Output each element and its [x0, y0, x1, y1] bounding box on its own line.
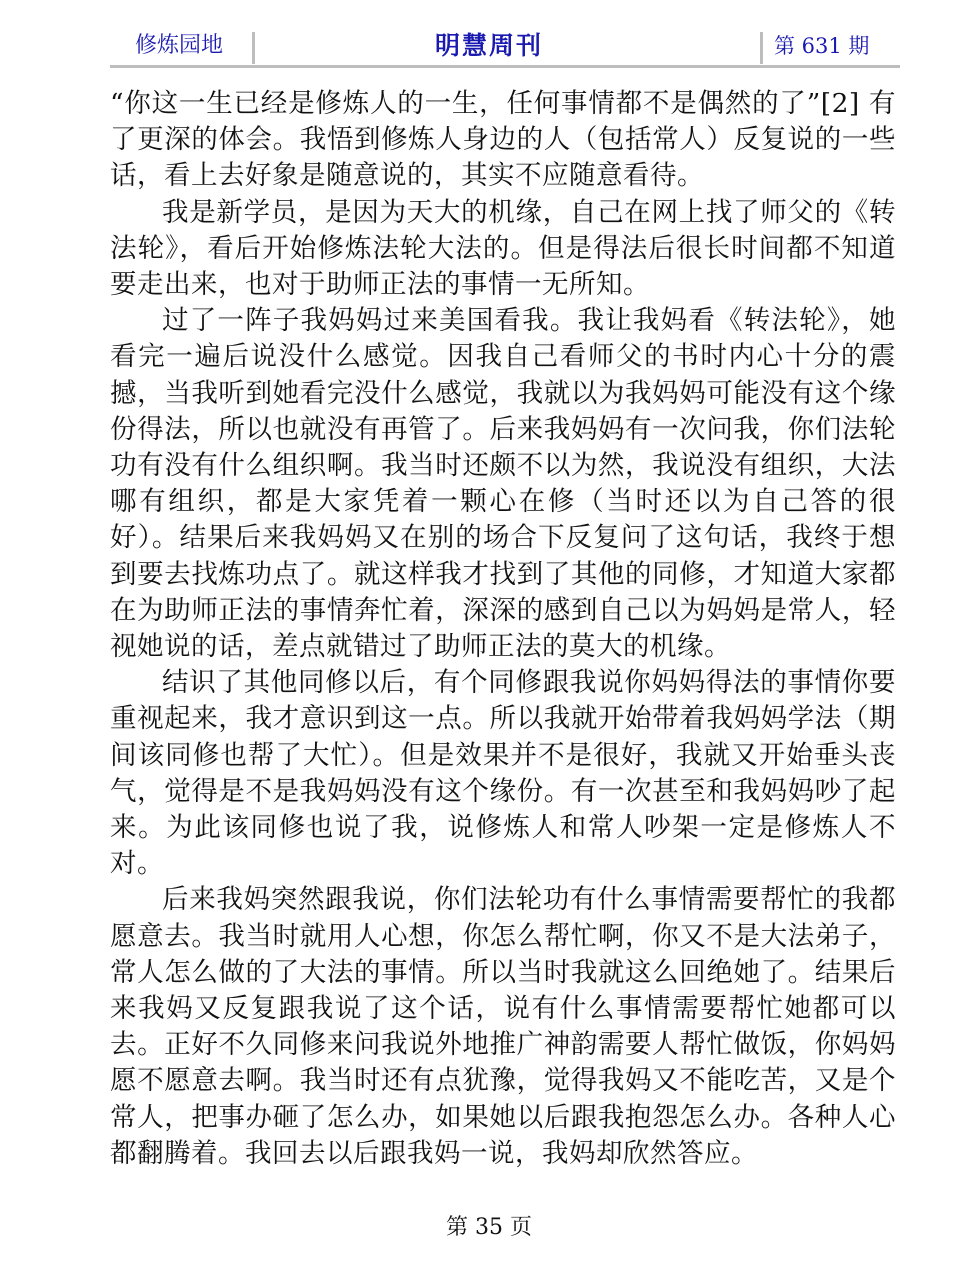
article-body — [110, 86, 896, 1172]
page-header — [110, 28, 900, 66]
paragraph: 后来我妈突然跟我说，你们法轮功有什么事情需要帮忙的我都愿意去。我当时就用人心想，你怎么帮忙啊，你又不是大法弟子，常人怎么做的了大法的事情。所以当时我就这么回绝她了。结果后来我妈又反复跟我说了这个话，说有什么事情需要帮忙她都可以去。正好不久同修来问我说外地推广神韵需要人帮忙做饭，你妈妈愿不愿意去啊。我当时还有点犹豫，觉得我妈又不能吃苦，又是个常人，把事办砸了怎么办，如果她以后跟我抱怨怎么办。各种人心都翻腾着。我回去以后跟我妈一说，我妈却欣然答应。 — [110, 884, 896, 1169]
publication-title: 明慧周刊 — [434, 31, 543, 60]
header-rule — [110, 65, 900, 68]
section-title: 修炼园地 — [134, 33, 223, 58]
header-divider — [252, 32, 255, 64]
paragraph: 我是新学员，是因为天大的机缘，自己在网上找了师父的《转法轮》，看后开始修炼法轮大法的。但是得法后很长时间都不知道要走出来，也对于助师正法的事情一无所知。 — [110, 196, 896, 301]
paragraph: 过了一阵子我妈妈过来美国看我。我让我妈看《转法轮》，她看完一遍后说没什么感觉。因我自己看师父的书时内心十分的震撼，当我听到她看完没什么感觉，我就以为我妈妈可能没有这个缘份得法，所以也就没有再管了。后来我妈妈有一次问我，你们法轮功有没有什么组织啊。我当时还颇不以为然，我说没有组织，大法哪有组织，都是大家凭着一颗心在修（当时还以为自己答的很好）。结果后来我妈妈又在别的场合下反复问了这句话，我终于想到要去找炼功点了。就这样我才找到了其他的同修，才知道大家都在为助师正法的事情奔忙着，深深的感到自己以为妈妈是常人，轻视她说的话，差点就错过了助师正法的莫大的机缘。 — [110, 305, 896, 663]
paragraph: 结识了其他同修以后，有个同修跟我说你妈妈得法的事情你要重视起来，我才意识到这一点。所以我就开始带着我妈妈学法（期间该同修也帮了大忙）。但是效果并不是很好，我就又开始垂头丧气，觉得是不是我妈妈没有这个缘份。有一次甚至和我妈妈吵了起来。为此该同修也说了我，说修炼人和常人吵架一定是修炼人不对。 — [110, 667, 896, 880]
issue-number: 第 631 期 — [774, 34, 870, 58]
page-number: 第 35 页 — [446, 1215, 532, 1240]
header-divider — [760, 32, 763, 64]
paragraph: “你这一生已经是修炼人的一生，任何事情都不是偶然的了”[2] 有了更深的体会。我悟到修炼人身边的人（包括常人）反复说的一些话，看上去好象是随意说的，其实不应随意看待。 — [110, 88, 896, 192]
